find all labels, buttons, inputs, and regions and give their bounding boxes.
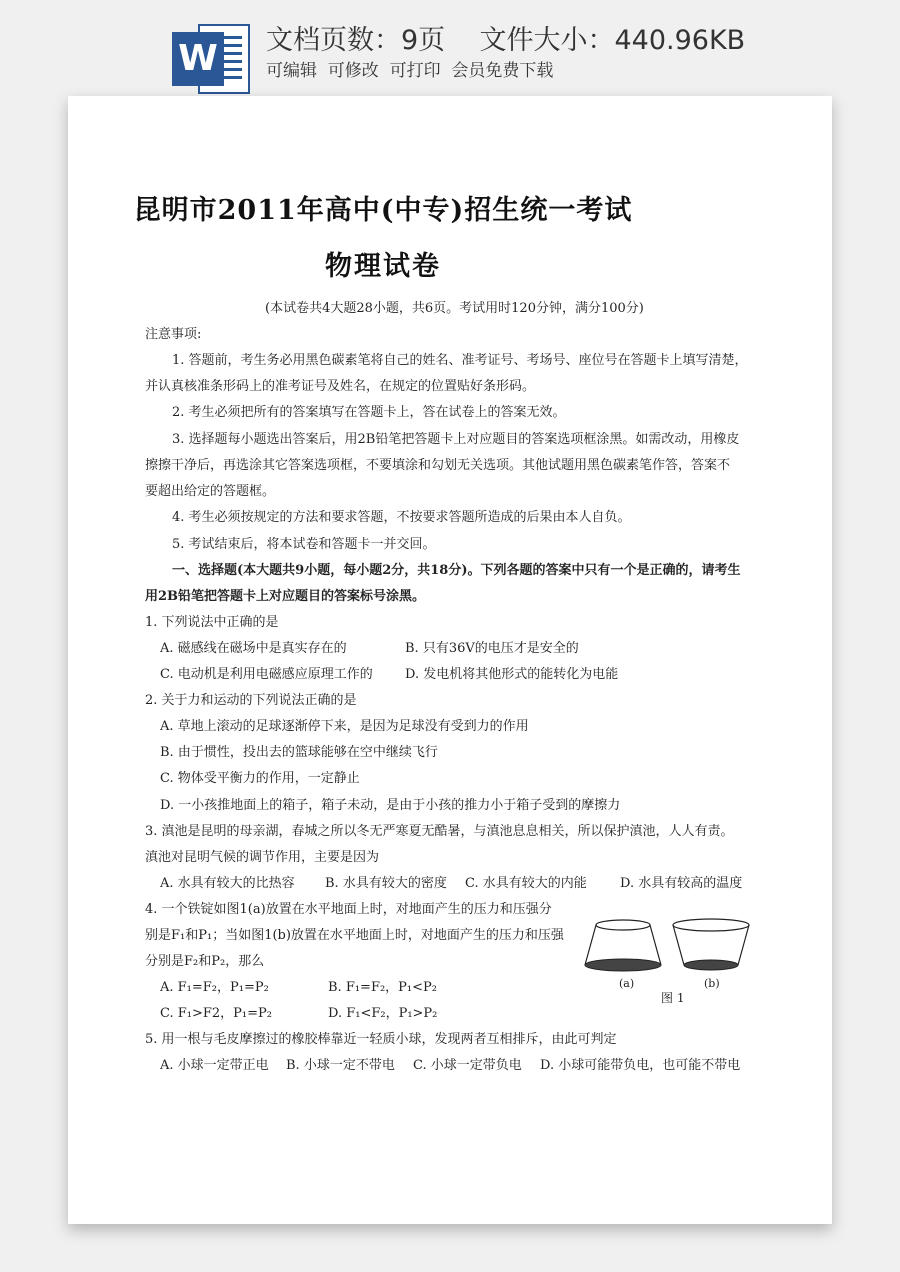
question-4-option-a: A. F₁=F₂，P₁=P₂ xyxy=(160,980,269,995)
section-heading: 一、选择题(本大题共9小题，每小题2分，共18分)。下列各题的答案中只有一个是正确的，请考生 xyxy=(172,563,741,578)
figure-1 xyxy=(583,915,755,1007)
question-3-stem: 3. 滇池是昆明的母亲湖，春城之所以冬无严寒夏无酷暑，与滇池息息相关，所以保护滇池，人人有责。 xyxy=(145,824,734,839)
question-4-option-c: C. F₁>F2，P₁=P₂ xyxy=(160,1006,272,1021)
notice-line: 擦擦干净后，再选涂其它答案选项框，不要填涂和勾划无关选项。其他试题用黑色碳素笔作答，答案不 xyxy=(145,458,731,473)
file-info: 文档页数：9页 文件大小：440.96KB xyxy=(266,25,746,56)
word-icon-letter: W xyxy=(172,32,224,86)
question-1-option-d: D. 发电机将其他形式的能转化为电能 xyxy=(405,667,619,682)
notice-heading: 注意事项: xyxy=(145,327,202,342)
question-1-stem: 1. 下列说法中正确的是 xyxy=(145,615,279,630)
question-2-option-b: B. 由于惯性，投出去的篮球能够在空中继续飞行 xyxy=(160,745,438,760)
question-2-option-d: D. 一小孩推地面上的箱子，箱子未动，是由于小孩的推力小于箱子受到的摩擦力 xyxy=(160,798,621,813)
question-2-option-c: C. 物体受平衡力的作用，一定静止 xyxy=(160,771,360,786)
question-2-option-a: A. 草地上滚动的足球逐渐停下来，是因为足球没有受到力的作用 xyxy=(160,719,529,734)
word-document-icon xyxy=(172,22,252,96)
file-features: 可编辑 可修改 可打印 会员免费下载 xyxy=(266,61,554,81)
notice-line: 2. 考生必须把所有的答案填写在答题卡上，答在试卷上的答案无效。 xyxy=(172,405,566,420)
exam-info: (本试卷共4大题28小题，共6页。考试用时120分钟，满分100分) xyxy=(265,301,644,316)
question-2-stem: 2. 关于力和运动的下列说法正确的是 xyxy=(145,693,357,708)
figure-label-b: (b) xyxy=(704,977,720,990)
notice-line: 5. 考试结束后，将本试卷和答题卡一并交回。 xyxy=(172,537,436,552)
question-5-option-a: A. 小球一定带正电 xyxy=(160,1058,269,1073)
notice-line: 3. 选择题每小题选出答案后，用2B铅笔把答题卡上对应题目的答案选项框涂黑。如需改动，用橡皮 xyxy=(172,432,740,447)
question-5-option-b: B. 小球一定不带电 xyxy=(286,1058,395,1073)
question-3-option-a: A. 水具有较大的比热容 xyxy=(160,876,295,891)
question-3-option-b: B. 水具有较大的密度 xyxy=(325,876,447,891)
question-1-option-a: A. 磁感线在磁场中是真实存在的 xyxy=(160,641,347,656)
exam-title: 昆明市2011年高中(中专)招生统一考试 xyxy=(133,195,633,226)
question-3-stem: 滇池对昆明气候的调节作用，主要是因为 xyxy=(145,850,380,865)
question-5-option-d: D. 小球可能带负电，也可能不带电 xyxy=(540,1058,741,1073)
figure-label-a: (a) xyxy=(619,977,635,990)
question-4-stem: 别是F₁和P₁；当如图1(b)放置在水平地面上时，对地面产生的压力和压强 xyxy=(145,928,564,943)
exam-subtitle: 物理试卷 xyxy=(325,251,441,282)
notice-line: 要超出给定的答题框。 xyxy=(145,484,276,499)
question-4-stem: 4. 一个铁锭如图1(a)放置在水平地面上时，对地面产生的压力和压强分 xyxy=(145,902,552,917)
notice-line: 1. 答题前，考生务必用黑色碳素笔将自己的姓名、准考证号、考场号、座位号在答题卡上填写清楚， xyxy=(172,353,748,368)
question-4-option-d: D. F₁<F₂，P₁>P₂ xyxy=(328,1006,438,1021)
question-5-stem: 5. 用一根与毛皮摩擦过的橡胶棒靠近一轻质小球，发现两者互相排斥，由此可判定 xyxy=(145,1032,617,1047)
notice-line: 4. 考生必须按规定的方法和要求答题，不按要求答题所造成的后果由本人自负。 xyxy=(172,510,631,525)
iron-ingot-diagram xyxy=(583,915,755,985)
question-3-option-d: D. 水具有较高的温度 xyxy=(620,876,743,891)
question-4-option-b: B. F₁=F₂，P₁<P₂ xyxy=(328,980,437,995)
figure-caption: 图 1 xyxy=(661,991,685,1005)
question-3-option-c: C. 水具有较大的内能 xyxy=(465,876,587,891)
notice-line: 并认真核准条形码上的准考证号及姓名，在规定的位置贴好条形码。 xyxy=(145,379,536,394)
question-1-option-c: C. 电动机是利用电磁感应原理工作的 xyxy=(160,667,373,682)
question-1-option-b: B. 只有36V的电压才是安全的 xyxy=(405,641,579,656)
section-heading: 用2B铅笔把答题卡上对应题目的答案标号涂黑。 xyxy=(145,589,426,604)
question-5-option-c: C. 小球一定带负电 xyxy=(413,1058,522,1073)
question-4-stem: 分别是F₂和P₂，那么 xyxy=(145,954,265,969)
download-banner xyxy=(0,0,900,96)
